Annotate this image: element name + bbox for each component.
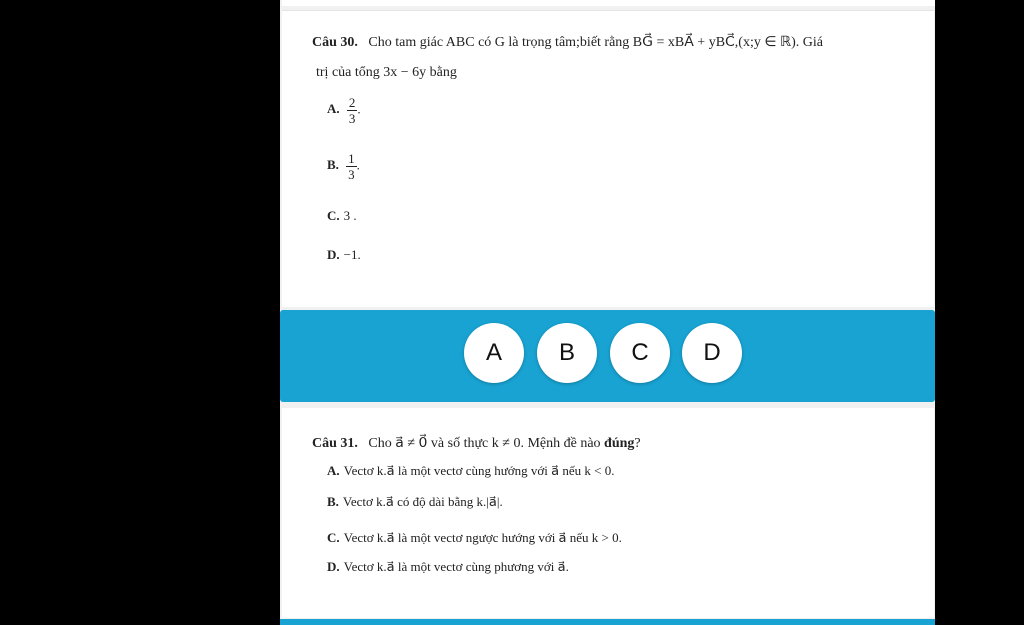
option-letter: D. [327,247,340,262]
fraction [346,151,357,182]
question-31-option-c [327,530,622,546]
option-letter: B. [327,157,339,173]
question-30-option-a [327,95,361,126]
option-text: Vectơ k.a⃗ có độ dài bằng k.|a⃗|. [342,494,503,509]
fraction-denominator: 3 [348,167,355,182]
question-30-text-2: trị của tổng 3x − 6y bằng [316,65,457,80]
question-30-number: Câu 30. [312,35,358,50]
option-text: −1. [343,247,361,262]
option-letter: A. [327,101,340,117]
question-30-option-c [327,208,357,224]
fraction-numerator: 2 [348,95,356,110]
question-30-option-b [327,151,360,182]
answer-button-c[interactable]: C [610,323,670,383]
question-31-number: Câu 31. [312,436,358,451]
question-31-emphasis: đúng [604,436,635,451]
option-tail: . [356,157,360,173]
fraction [347,95,361,126]
question-30-card [282,10,934,307]
option-letter: B. [327,494,339,509]
option-text: Vectơ k.a⃗ là một vectơ cùng hướng với a⃗ nếu k < 0. [343,463,615,478]
question-30-line1 [312,34,823,51]
question-31-option-a [327,463,614,479]
question-31-mark: ? [634,436,641,451]
option-tail: . [357,101,361,117]
fraction-numerator: 1 [348,151,355,166]
question-30-option-d [327,247,361,263]
answer-bar [280,310,935,402]
top-divider [282,0,935,6]
question-30-line2 [316,65,457,81]
option-text: Vectơ k.a⃗ là một vectơ cùng phương với a⃗. [343,559,569,574]
question-31-stem [312,435,641,452]
bottom-answer-bar-edge [280,619,935,625]
option-letter: C. [327,530,340,545]
answer-button-a[interactable]: A [464,323,524,383]
option-letter: D. [327,559,340,574]
option-letter: C. [327,208,340,223]
question-31-option-b [327,494,503,510]
answer-button-b[interactable]: B [537,323,597,383]
option-letter: A. [327,463,340,478]
option-text: 3 . [343,208,357,223]
question-31-text: Cho a⃗ ≠ 0⃗ và số thực k ≠ 0. Mệnh đề nào [368,436,605,451]
question-31-option-d [327,559,569,575]
fraction-denominator: 3 [348,111,356,126]
question-30-text-1: Cho tam giác ABC có G là trọng tâm;biết rằng BG⃗ = xBA⃗ + yBC⃗,(x;y ∈ ℝ). Giá [368,35,824,50]
answer-button-d[interactable]: D [682,323,742,383]
option-text: Vectơ k.a⃗ là một vectơ ngược hướng với a⃗ nếu k > 0. [343,530,622,545]
